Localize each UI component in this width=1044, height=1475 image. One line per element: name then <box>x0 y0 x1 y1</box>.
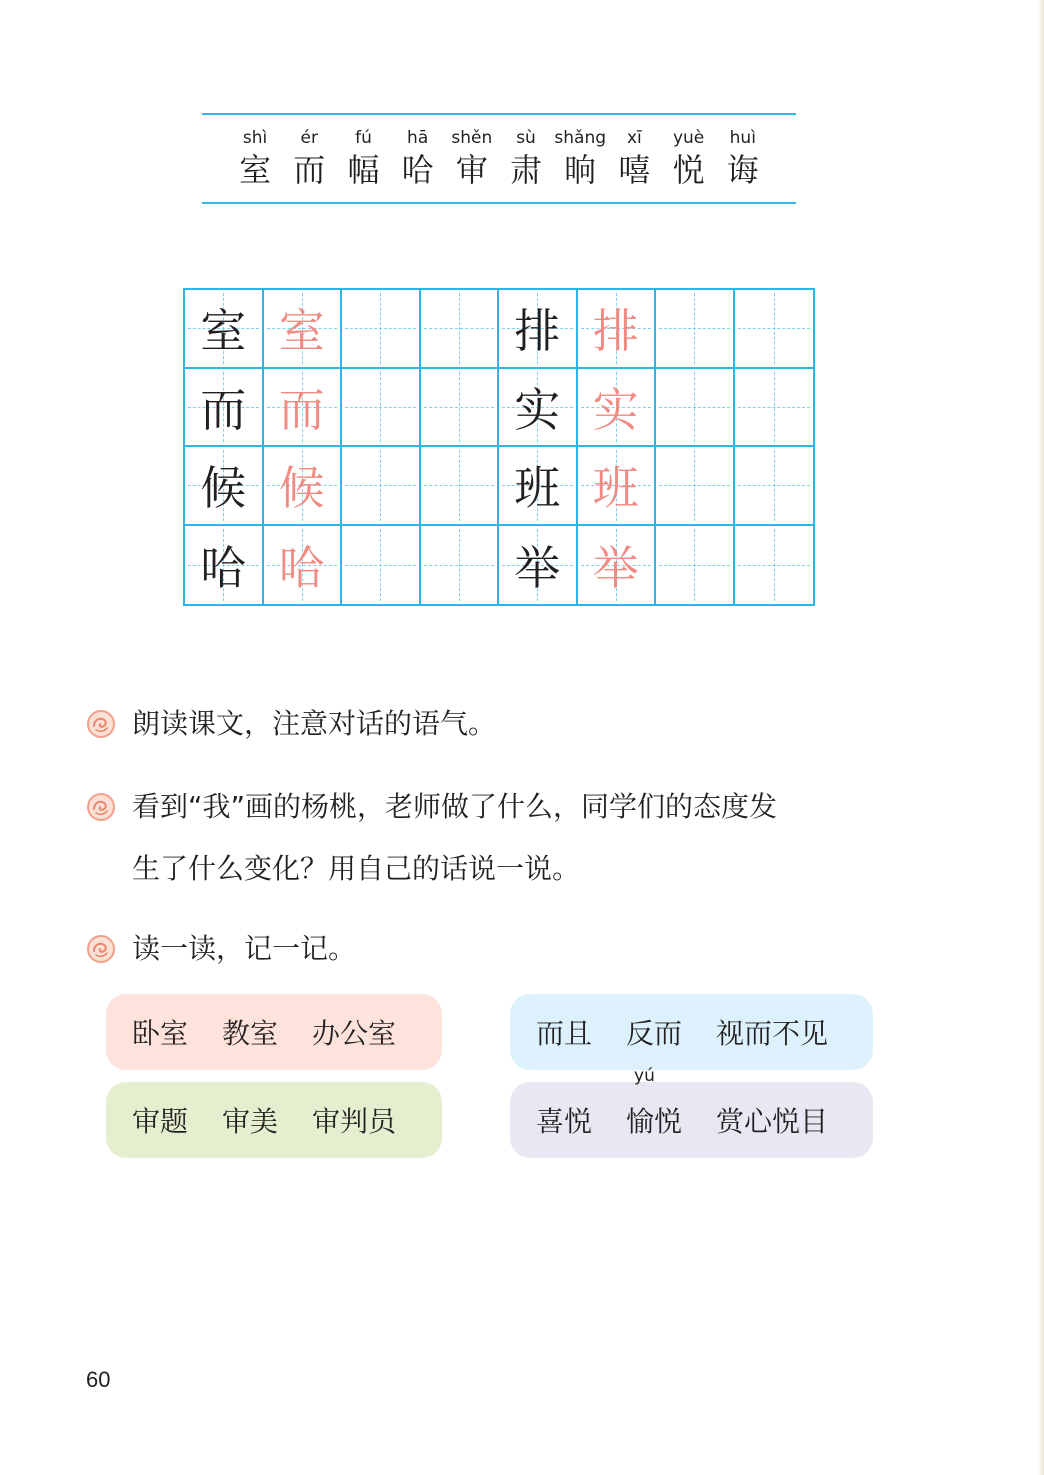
word-box-shi <box>106 994 442 1070</box>
word: 教室 <box>222 1017 279 1050</box>
grid-trace-cell <box>264 526 343 605</box>
trace-char: 哈 <box>278 540 325 595</box>
new-char <box>228 126 282 190</box>
trace-char: 排 <box>592 304 639 359</box>
grid-blank-cell <box>421 447 500 526</box>
new-char <box>662 126 716 190</box>
char-hanzi: 悦 <box>672 151 705 189</box>
grid-blank-cell <box>656 290 735 369</box>
grid-model-cell <box>499 526 578 605</box>
question-text: 朗读课文，注意对话的语气。 <box>132 707 497 740</box>
word: 审题 <box>132 1105 189 1138</box>
char-hanzi: 肃 <box>510 151 543 189</box>
word: 审美 <box>222 1105 279 1138</box>
char-pinyin: fú <box>355 128 372 148</box>
model-char: 候 <box>200 461 247 516</box>
new-char <box>499 126 553 190</box>
char-hanzi: 晌 <box>564 151 597 189</box>
grid-model-cell <box>499 369 578 448</box>
swirl-icon <box>86 792 116 822</box>
word: 视而不见 <box>716 1017 829 1050</box>
char-hanzi: 室 <box>239 151 272 189</box>
model-char: 室 <box>200 304 247 359</box>
grid-blank-cell <box>342 447 421 526</box>
grid-model-cell <box>185 369 264 448</box>
grid-blank-cell <box>656 369 735 448</box>
char-pinyin: shǎng <box>554 128 607 148</box>
word: 卧室 <box>132 1017 189 1050</box>
grid-trace-cell <box>264 369 343 448</box>
page-number: 60 <box>86 1367 111 1392</box>
grid-blank-cell <box>735 290 814 369</box>
question-text <box>132 776 952 900</box>
new-char <box>445 126 499 190</box>
new-char <box>391 126 445 190</box>
char-hanzi: 嘻 <box>618 151 651 189</box>
grid-trace-cell <box>264 290 343 369</box>
char-pinyin: hā <box>407 128 429 148</box>
band-top-line <box>202 113 796 115</box>
question-line: 生了什么变化？用自己的话说一说。 <box>132 852 581 885</box>
char-hanzi: 哈 <box>401 151 434 189</box>
word: 赏心悦目 <box>716 1105 829 1138</box>
new-char <box>336 126 390 190</box>
grid-blank-cell <box>342 369 421 448</box>
word: 反而 <box>626 1017 683 1050</box>
swirl-icon <box>86 709 116 739</box>
model-char: 排 <box>514 304 561 359</box>
grid-trace-cell <box>264 447 343 526</box>
char-hanzi: 诲 <box>726 151 759 189</box>
grid-trace-cell <box>578 369 657 448</box>
word-box-shen <box>106 1082 442 1158</box>
char-pinyin: yuè <box>672 128 705 148</box>
grid-blank-cell <box>656 526 735 605</box>
model-char: 举 <box>514 540 561 595</box>
question-text: 读一读，记一记。 <box>132 932 357 965</box>
word-text: 愉悦 <box>626 1105 683 1138</box>
grid-model-cell <box>185 447 264 526</box>
word <box>626 1066 683 1140</box>
grid-blank-cell <box>342 290 421 369</box>
char-pinyin: sù <box>516 128 536 148</box>
new-char <box>716 126 770 190</box>
grid-blank-cell <box>656 447 735 526</box>
word-box-yue <box>510 1066 873 1158</box>
swirl-icon <box>86 934 116 964</box>
trace-char: 候 <box>278 461 325 516</box>
word: 喜悦 <box>536 1105 593 1138</box>
grid-blank-cell <box>735 447 814 526</box>
char-hanzi: 而 <box>293 151 326 189</box>
new-char <box>607 126 661 190</box>
char-pinyin: shěn <box>451 128 493 148</box>
model-char: 班 <box>514 461 561 516</box>
grid-blank-cell <box>421 290 500 369</box>
char-pinyin: ér <box>300 128 318 148</box>
word-pinyin: yú <box>634 1066 655 1086</box>
grid-blank-cell <box>735 526 814 605</box>
question-line: 看到“我”画的杨桃，老师做了什么，同学们的态度发 <box>132 790 778 823</box>
model-char: 实 <box>514 382 561 437</box>
trace-char: 举 <box>592 540 639 595</box>
word: 而且 <box>536 1017 593 1050</box>
writing-grid <box>183 288 815 606</box>
model-char: 哈 <box>200 540 247 595</box>
grid-model-cell <box>499 290 578 369</box>
char-hanzi: 幅 <box>347 151 380 189</box>
grid-model-cell <box>185 290 264 369</box>
grid-trace-cell <box>578 290 657 369</box>
model-char: 而 <box>200 382 247 437</box>
trace-char: 而 <box>278 382 325 437</box>
grid-blank-cell <box>421 526 500 605</box>
trace-char: 实 <box>592 382 639 437</box>
grid-model-cell <box>185 526 264 605</box>
char-hanzi: 审 <box>455 151 488 189</box>
new-characters-row <box>228 126 770 190</box>
new-char <box>553 126 607 190</box>
new-char <box>282 126 336 190</box>
grid-trace-cell <box>578 447 657 526</box>
trace-char: 班 <box>592 461 639 516</box>
char-pinyin: shì <box>242 128 268 148</box>
word: 办公室 <box>312 1017 397 1050</box>
page-edge <box>1038 0 1044 1475</box>
grid-blank-cell <box>342 526 421 605</box>
band-bottom-line <box>202 202 796 204</box>
grid-blank-cell <box>421 369 500 448</box>
grid-blank-cell <box>735 369 814 448</box>
word-box-er <box>510 994 873 1070</box>
char-pinyin: huì <box>729 128 756 148</box>
grid-trace-cell <box>578 526 657 605</box>
word: 审判员 <box>312 1105 397 1138</box>
trace-char: 室 <box>278 304 325 359</box>
char-pinyin: xī <box>627 128 642 148</box>
grid-model-cell <box>499 447 578 526</box>
